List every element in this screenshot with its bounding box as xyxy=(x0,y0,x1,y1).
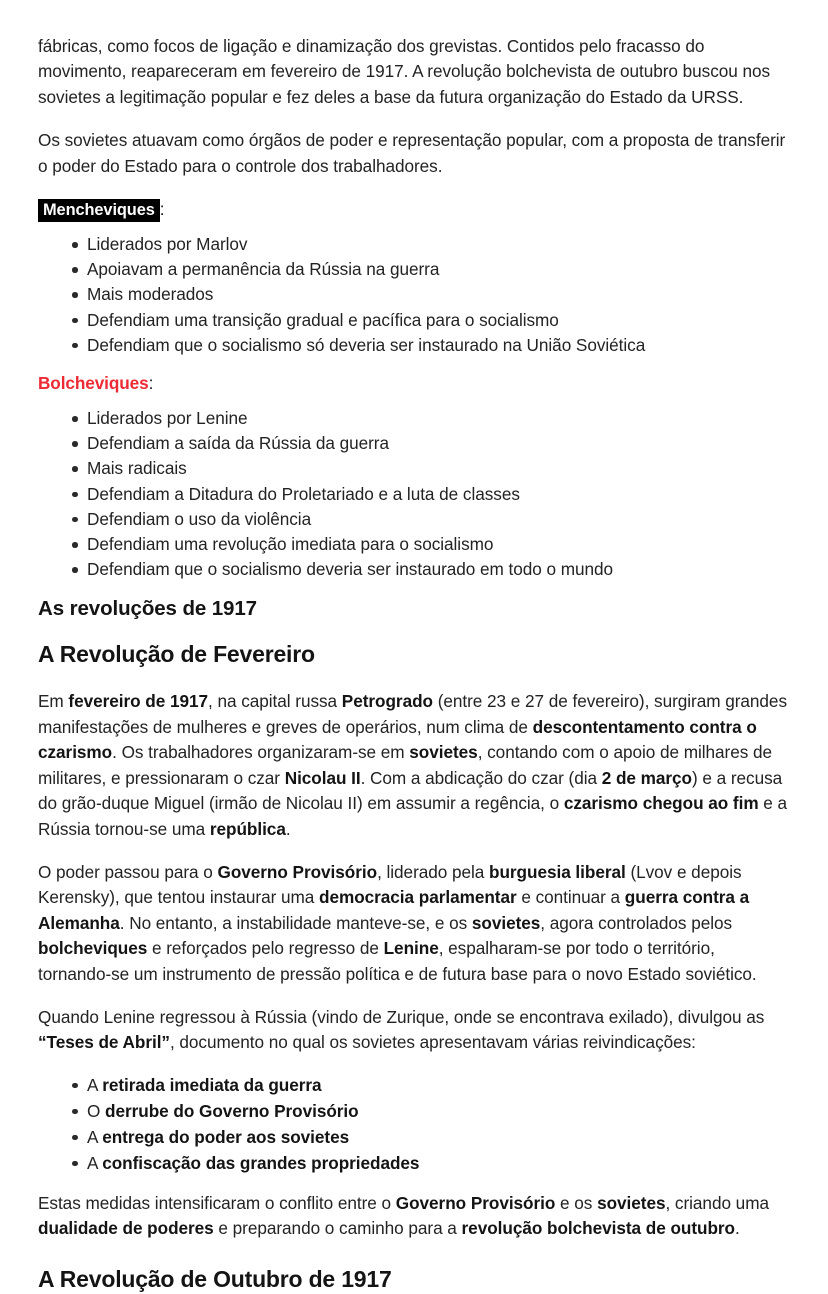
bold-run: Petrogrado xyxy=(341,691,433,712)
mencheviques-colon: : xyxy=(159,199,165,220)
list-item xyxy=(72,532,792,556)
bold-run: guerra contra a Alemanha xyxy=(38,887,750,933)
text-run: (Lvov e depois Kerensky), que tentou instaurar uma xyxy=(38,861,742,908)
list-item xyxy=(72,507,792,531)
text-run: , agora controlados pelos xyxy=(540,912,733,933)
text-run: , na capital russa xyxy=(208,691,342,712)
text-run: , documento no qual os sovietes apresentavam várias reivindicações: xyxy=(169,1032,696,1053)
list-item-text: Liderados por Marlov xyxy=(87,234,248,255)
bolcheviques-label: Bolcheviques xyxy=(38,373,149,394)
paragraph-fevereiro-2 xyxy=(38,860,792,987)
list-item xyxy=(72,1151,792,1175)
paragraph-intro-1-text: fábricas, como focos de ligação e dinamização dos grevistas. Contidos pelo fracasso do movimento, reapareceram em fevereiro de 1917. A revolução bolchevista de outubro buscou nos sovietes a legitimação popular e fez deles a base da futura organização do Estado da URSS. xyxy=(38,36,771,107)
bold-run: 2 de março xyxy=(601,767,692,788)
teses-de-abril-list xyxy=(38,1073,792,1175)
text-run: , contando com o apoio de milhares de militares, e pressionaram o czar xyxy=(38,742,773,788)
bold-run: dualidade de poderes xyxy=(38,1218,214,1239)
bold-run: sovietes xyxy=(471,912,541,933)
text-run: , espalharam-se por todo o território, tornando-se um instrumento de pressão política e de futura base para o novo Estado soviético. xyxy=(38,938,757,984)
bold-run: bolcheviques xyxy=(38,938,148,959)
list-item-text: Defendiam que o socialismo deveria ser instaurado em todo o mundo xyxy=(87,559,614,580)
list-item-text: Mais moderados xyxy=(87,284,214,305)
text-run: , liderado pela xyxy=(377,861,490,882)
list-item-lead: A xyxy=(87,1126,103,1147)
bold-run: descontentamento contra o czarismo xyxy=(38,716,757,763)
paragraph-intro-2-text: Os sovietes atuavam como órgãos de poder e representação popular, com a proposta de transferir o poder do Estado para o controle dos trabalhadores. xyxy=(38,130,786,176)
list-item-text: Liderados por Lenine xyxy=(87,408,248,429)
bolcheviques-list xyxy=(38,406,792,581)
list-item xyxy=(72,232,792,256)
bold-run: república xyxy=(209,818,286,839)
bold-run: burguesia liberal xyxy=(489,861,626,882)
bold-run: democracia parlamentar xyxy=(319,887,517,908)
list-item xyxy=(72,282,792,306)
bold-run: revolução bolchevista de outubro xyxy=(461,1218,735,1239)
text-run: e reforçados pelo regresso de xyxy=(147,938,384,959)
text-run: Em xyxy=(38,691,69,712)
heading-revolucao-outubro: A Revolução de Outubro de 1917 xyxy=(38,1265,392,1292)
list-item xyxy=(72,406,792,430)
text-run: . No entanto, a instabilidade manteve-se, e os xyxy=(119,912,472,933)
list-item xyxy=(72,1125,792,1149)
text-run: e continuar a xyxy=(516,887,625,908)
bold-run: fevereiro de 1917 xyxy=(68,691,209,712)
bold-run: Governo Provisório xyxy=(217,861,378,882)
heading-revolucao-fevereiro: A Revolução de Fevereiro xyxy=(38,641,315,668)
list-item-text: Defendiam uma revolução imediata para o socialismo xyxy=(87,534,494,555)
mencheviques-highlight-label: Mencheviques xyxy=(38,199,160,222)
paragraph-fevereiro-1 xyxy=(38,689,792,841)
list-item xyxy=(72,308,792,332)
bold-run: sovietes xyxy=(409,742,478,763)
text-run: e os xyxy=(555,1192,598,1213)
mencheviques-heading xyxy=(38,197,792,222)
bold-run: sovietes xyxy=(597,1192,666,1213)
bolcheviques-heading xyxy=(38,371,792,396)
heading-revolucoes-1917: As revoluções de 1917 xyxy=(38,597,257,621)
list-item-lead: O xyxy=(87,1100,106,1121)
list-item xyxy=(72,557,792,581)
bold-run: Governo Provisório xyxy=(395,1192,556,1213)
paragraph-fevereiro-4 xyxy=(38,1191,792,1242)
list-item-lead: A xyxy=(87,1074,103,1095)
list-item-lead: A xyxy=(87,1152,103,1173)
text-run: O poder passou para o xyxy=(38,861,218,882)
paragraph-intro-2 xyxy=(38,128,792,179)
list-item-text: Defendiam a Ditadura do Proletariado e a luta de classes xyxy=(87,483,520,504)
mencheviques-list xyxy=(38,232,792,357)
bold-run: Nicolau II xyxy=(284,767,361,788)
list-item xyxy=(72,1099,792,1123)
text-run: e preparando o caminho para a xyxy=(213,1218,462,1239)
list-item-text: confiscação das grandes propriedades xyxy=(102,1152,420,1173)
text-run: . Os trabalhadores organizaram-se em xyxy=(112,742,410,763)
list-item xyxy=(72,431,792,455)
list-item-text: Apoiavam a permanência da Rússia na guerra xyxy=(87,259,440,280)
paragraph-intro-1 xyxy=(38,34,792,110)
list-item xyxy=(72,482,792,506)
text-run: , criando uma xyxy=(665,1192,769,1213)
text-run: ) e a recusa do grão-duque Miguel (irmão de Nicolau II) em assumir a regência, o xyxy=(38,767,783,814)
bolcheviques-colon: : xyxy=(148,373,154,394)
list-item-text: Defendiam a saída da Rússia da guerra xyxy=(87,433,389,454)
list-item xyxy=(72,333,792,357)
text-run: . Com a abdicação do czar (dia xyxy=(360,767,602,788)
text-run: . xyxy=(735,1218,740,1239)
text-run: (entre 23 e 27 de fevereiro), surgiram grandes manifestações de mulheres e greves de operários, num clima de xyxy=(38,691,787,737)
bold-run: “Teses de Abril” xyxy=(38,1032,170,1053)
bold-run: czarismo chegou ao fim xyxy=(563,793,759,814)
list-item-text: entrega do poder aos sovietes xyxy=(102,1126,350,1147)
list-item-text: Defendiam que o socialismo só deveria ser instaurado na União Soviética xyxy=(87,334,646,355)
list-item xyxy=(72,1073,792,1097)
list-item-text: derrube do Governo Provisório xyxy=(105,1100,359,1121)
bold-run: Lenine xyxy=(383,938,439,959)
list-item xyxy=(72,456,792,480)
paragraph-fevereiro-3 xyxy=(38,1005,792,1056)
text-run: Quando Lenine regressou à Rússia (vindo de Zurique, onde se encontrava exilado), divulgou as xyxy=(38,1006,765,1027)
list-item-text: retirada imediata da guerra xyxy=(102,1074,322,1095)
text-run: Estas medidas intensificaram o conflito entre o xyxy=(38,1192,396,1213)
text-run: e a Rússia tornou-se uma xyxy=(38,793,788,839)
list-item xyxy=(72,257,792,281)
list-item-text: Defendiam o uso da violência xyxy=(87,508,312,529)
list-item-text: Defendiam uma transição gradual e pacífica para o socialismo xyxy=(87,309,559,330)
text-run: . xyxy=(285,818,291,839)
list-item-text: Mais radicais xyxy=(87,458,187,479)
